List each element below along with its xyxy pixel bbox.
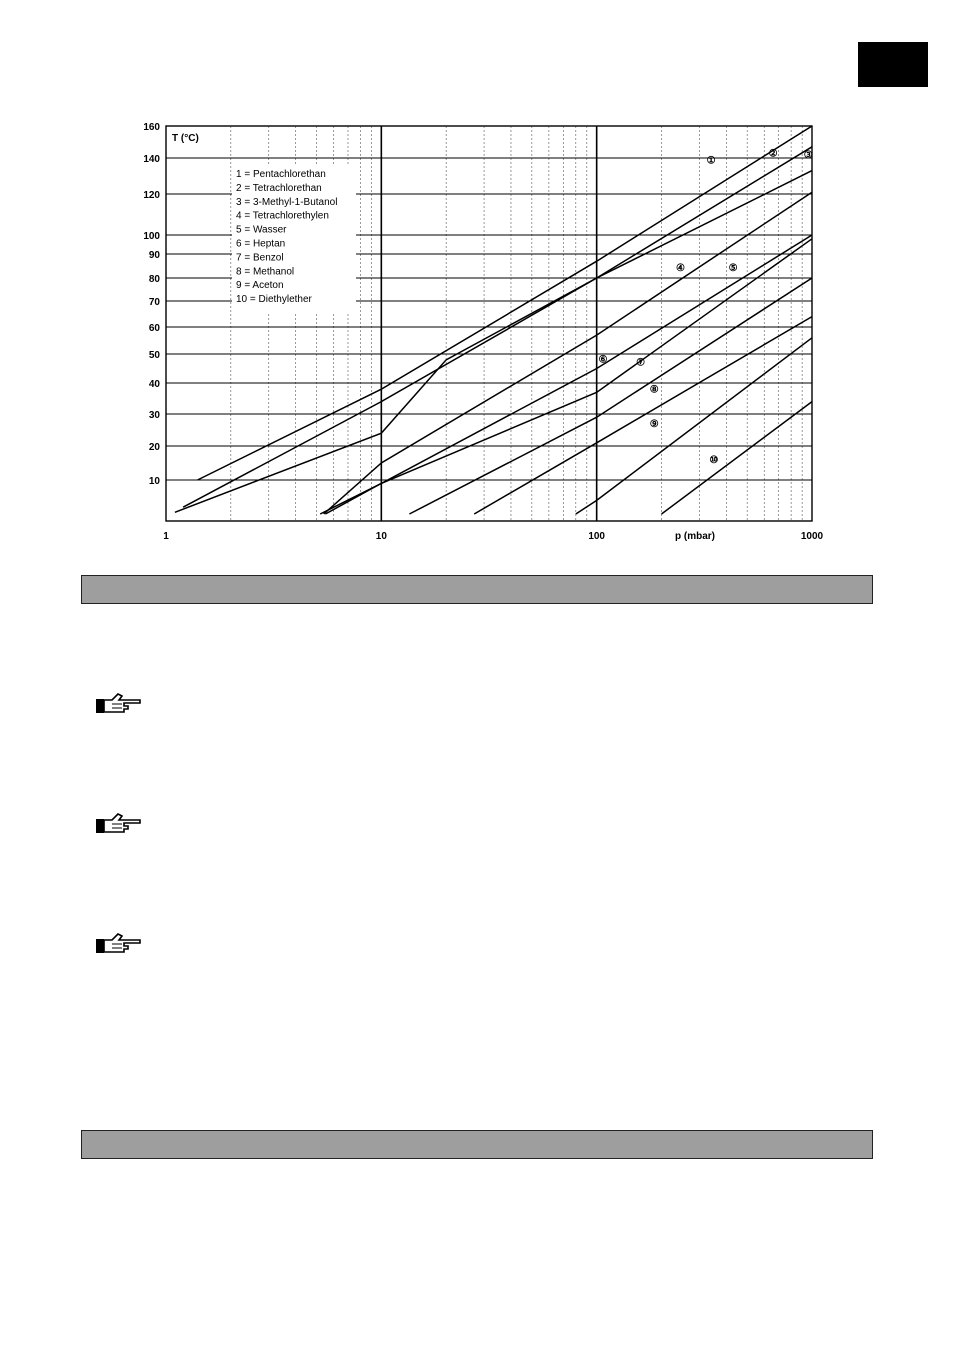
legend-entry: 9 = Aceton	[236, 280, 284, 292]
series-marker-10: ⑩	[709, 455, 719, 466]
legend-entry: 2 = Tetrachlorethan	[236, 182, 322, 194]
x-tick-label: 1	[163, 531, 169, 542]
series-line-8	[474, 317, 812, 514]
y-tick-label: 120	[143, 190, 160, 201]
legend-entry: 4 = Tetrachlorethylen	[236, 210, 329, 222]
legend-entry: 5 = Wasser	[236, 224, 287, 236]
series-line-10	[662, 402, 813, 514]
y-tick-label: 60	[148, 323, 160, 334]
pointing-hand-icon	[94, 690, 146, 722]
y-tick-label: 100	[143, 231, 160, 242]
x-axis-label: p (mbar)	[675, 531, 715, 542]
series-marker-3: ③	[803, 150, 813, 161]
x-tick-label: 100	[588, 531, 606, 542]
y-tick-label: 140	[143, 154, 160, 165]
series-marker-6: ⑥	[598, 354, 608, 366]
legend-entry: 6 = Heptan	[236, 238, 286, 250]
series-line-5	[320, 235, 812, 514]
series-marker-4: ④	[675, 262, 685, 274]
y-tick-label: 80	[148, 274, 160, 285]
series-marker-2: ②	[768, 148, 778, 160]
pointing-hand-icon	[94, 810, 146, 842]
section-header-bar-2	[81, 1130, 873, 1159]
series-marker-5: ⑤	[728, 262, 738, 274]
y-tick-label: 40	[148, 379, 160, 390]
y-tick-label: 10	[148, 476, 160, 487]
series-marker-8: ⑧	[649, 384, 659, 396]
y-tick-label: 70	[148, 297, 160, 308]
series-marker-9: ⑨	[649, 418, 659, 430]
pointing-hand-icon	[94, 930, 146, 962]
legend-entry: 1 = Pentachlorethan	[236, 169, 326, 180]
y-axis-label: T (°C)	[172, 133, 199, 144]
series-line-7	[409, 278, 812, 514]
y-tick-label: 20	[148, 442, 160, 453]
y-tick-label: 90	[148, 250, 160, 261]
legend-entry: 7 = Benzol	[236, 252, 284, 264]
y-tick-label: 50	[148, 350, 160, 361]
legend-entry: 8 = Methanol	[236, 266, 295, 278]
y-tick-label: 30	[148, 410, 160, 421]
series-marker-7: ⑦	[636, 357, 646, 369]
series-line-9	[576, 338, 812, 514]
section-header-bar-1	[81, 575, 873, 604]
x-tick-label: 10	[375, 531, 387, 542]
series-marker-1: ①	[706, 155, 716, 167]
x-tick-label: 1000	[800, 531, 824, 542]
chart-legend	[232, 164, 356, 312]
series-line-4	[324, 192, 812, 514]
legend-entry: 3 = 3-Methyl-1-Butanol	[236, 196, 338, 208]
y-tick-label: 160	[143, 122, 160, 133]
corner-tab	[858, 42, 928, 87]
vapor-pressure-chart	[120, 110, 840, 555]
legend-entry: 10 = Diethylether	[236, 294, 312, 306]
